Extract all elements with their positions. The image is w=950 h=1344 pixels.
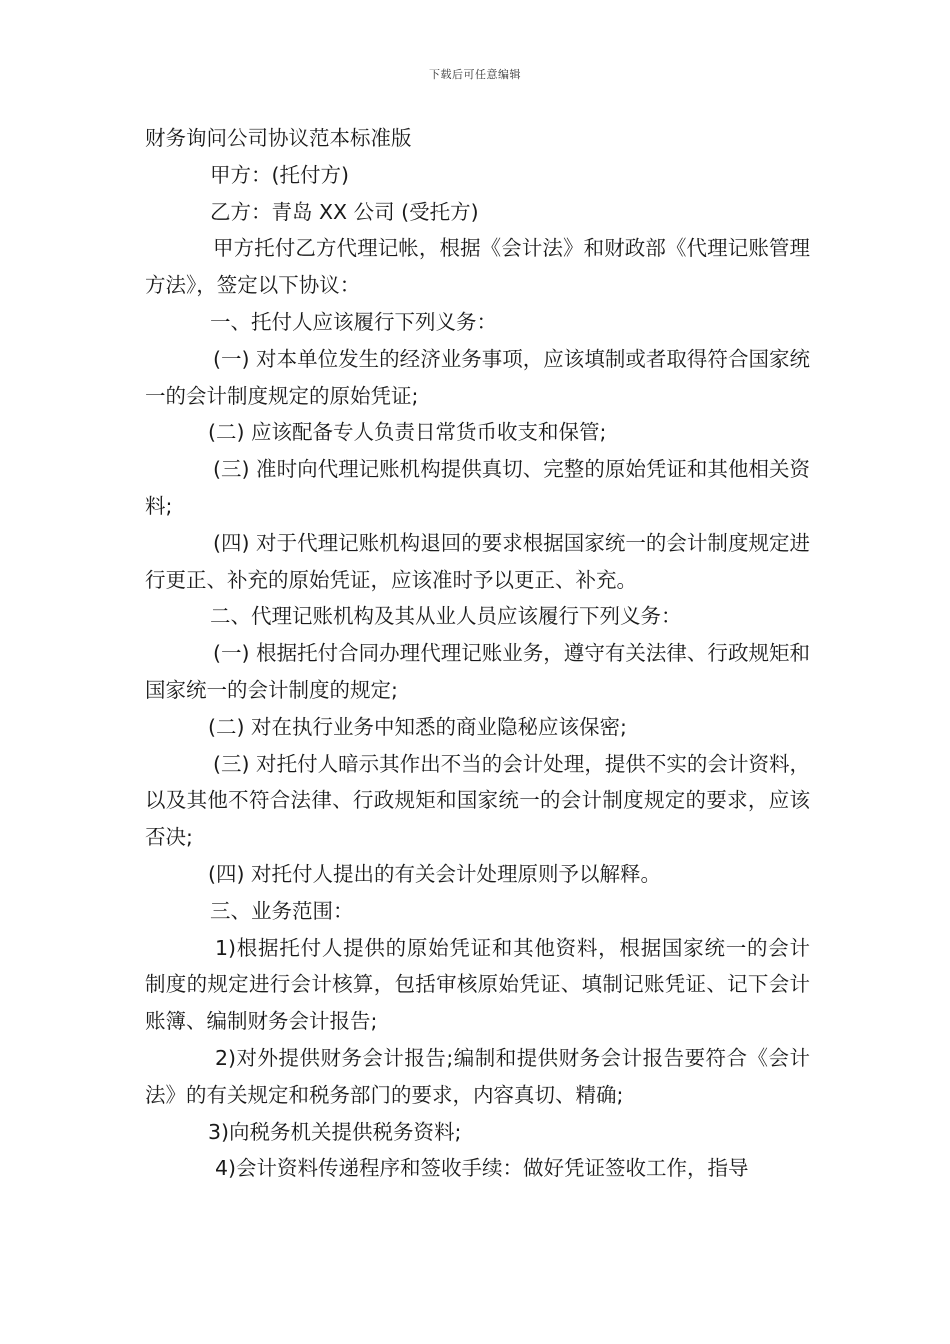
section-1-item-2: (二) 应该配备专人负责日常货币收支和保管;	[208, 420, 607, 445]
section-3-item-1: 1)根据托付人提供的原始凭证和其他资料，根据国家统一的会计制度的规定进行会计核算，包括审核原始凭证、填制记账凭证、记下会计账簿、编制财务会计报告;	[145, 935, 810, 1034]
header-note: 下载后可任意编辑	[429, 68, 521, 81]
section-1-item-4: (四) 对于代理记账机构退回的要求根据国家统一的会计制度规定进行更正、补充的原始凭证，应该准时予以更正、补充。	[145, 530, 810, 592]
section-3-item-4: 4)会计资料传递程序和签收手续：做好凭证签收工作，指导	[215, 1156, 749, 1181]
section-2-item-2: (二) 对在执行业务中知悉的商业隐秘应该保密;	[208, 714, 627, 739]
section-2-item-1: (一) 根据托付合同办理代理记账业务，遵守有关法律、行政规矩和国家统一的会计制度的规定;	[145, 641, 810, 702]
section-2-item-3: (三) 对托付人暗示其作出不当的会计处理，提供不实的会计资料，以及其他不符合法律、行政规矩和国家统一的会计制度规定的要求，应该否决;	[145, 751, 810, 850]
party-a-line: 甲方：(托付方)	[210, 162, 349, 187]
intro-paragraph: 甲方托付乙方代理记帐，根据《会计法》和财政部《代理记账管理方法》，签定以下协议：	[145, 236, 810, 298]
party-b-line: 乙方：青岛 XX 公司 (受托方)	[210, 199, 479, 224]
section-3-item-3: 3)向税务机关提供税务资料;	[208, 1119, 462, 1144]
section-heading-1: 一、托付人应该履行下列义务：	[210, 309, 497, 334]
document-title: 财务询问公司协议范本标准版	[145, 126, 412, 150]
section-heading-3: 三、业务范围：	[210, 898, 354, 923]
document-body	[145, 120, 810, 1187]
section-1-item-3: (三) 准时向代理记账机构提供真切、完整的原始凭证和其他相关资料;	[145, 457, 810, 518]
section-1-item-1: (一) 对本单位发生的经济业务事项，应该填制或者取得符合国家统一的会计制度规定的原始凭证;	[145, 346, 810, 408]
section-heading-2: 二、代理记账机构及其从业人员应该履行下列义务：	[210, 604, 682, 629]
section-3-item-2: 2)对外提供财务会计报告;编制和提供财务会计报告要符合《会计法》的有关规定和税务部门的要求，内容真切、精确;	[145, 1045, 810, 1107]
section-2-item-4: (四) 对托付人提出的有关会计处理原则予以解释。	[208, 861, 662, 886]
